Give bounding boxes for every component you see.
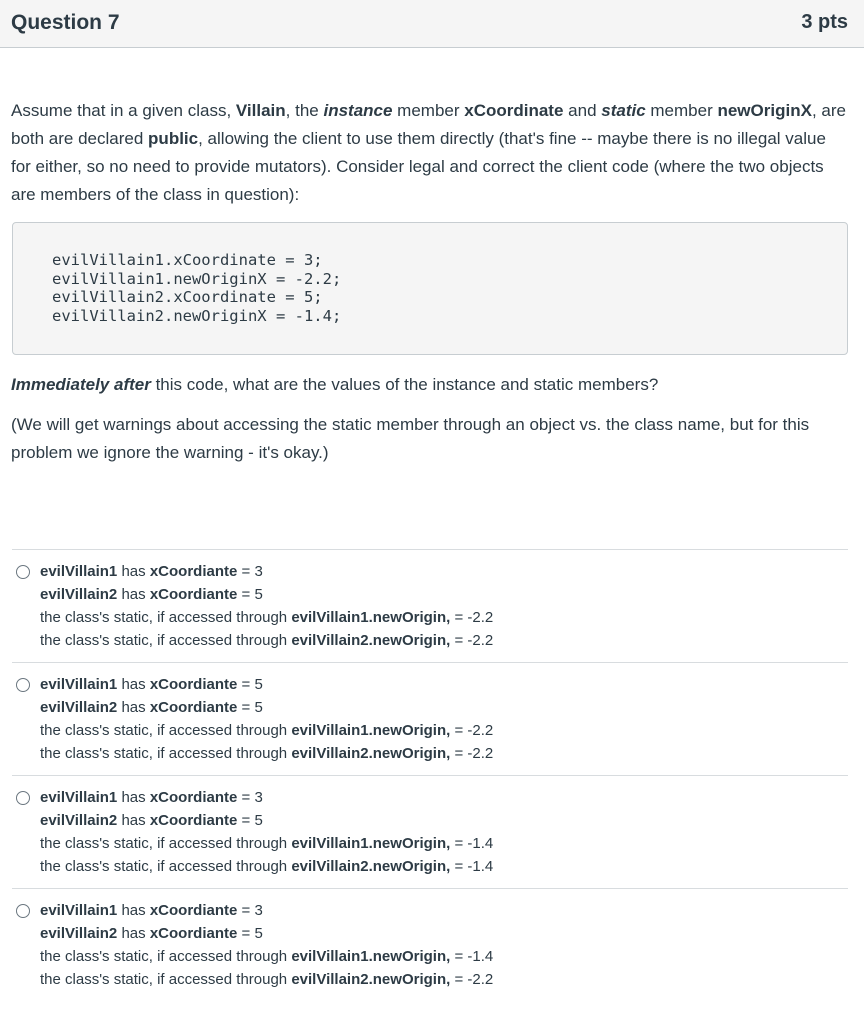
- answer-line-x1: evilVillain1 has xCoordiante = 3: [40, 902, 263, 919]
- code-text: evilVillain1.xCoordinate = 3; evilVillain1.newOriginX = -2.2; evilVillain2.xCoordinate = 5; evilVillain2.newOriginX = -1.4;: [52, 251, 342, 325]
- answer-line-x2: evilVillain2 has xCoordiante = 5: [40, 812, 263, 829]
- answer-line-static1: the class's static, if accessed through evilVillain1.newOrigin, = -2.2: [40, 609, 494, 626]
- question-prompt: Assume that in a given class, Villain, the instance member xCoordinate and static member newOriginX, are both are declared public, allowing the client to use them directly (that's fine -- maybe there is no illegal value for either, so no need to provide mutators). Consider legal and correct the client code (where the two objects are members of the class in question):: [11, 101, 846, 204]
- answer-line-static2: the class's static, if accessed through evilVillain2.newOrigin, = -1.4: [40, 858, 494, 875]
- answer-label: [40, 786, 493, 878]
- answer-line-static2: the class's static, if accessed through evilVillain2.newOrigin, = -2.2: [40, 971, 494, 988]
- answer-list: [12, 549, 848, 1001]
- question-text: Immediately after this code, what are the values of the instance and static members?: [11, 375, 659, 394]
- answer-label: [40, 899, 493, 991]
- radio-button[interactable]: [16, 904, 30, 918]
- answer-line-static1: the class's static, if accessed through evilVillain1.newOrigin, = -2.2: [40, 722, 494, 739]
- radio-button[interactable]: [16, 791, 30, 805]
- answer-option-4[interactable]: [12, 888, 848, 1001]
- answer-line-static2: the class's static, if accessed through evilVillain2.newOrigin, = -2.2: [40, 745, 494, 762]
- answer-line-static1: the class's static, if accessed through evilVillain1.newOrigin, = -1.4: [40, 948, 494, 965]
- answer-line-x2: evilVillain2 has xCoordiante = 5: [40, 586, 263, 603]
- question-title: Question 7: [11, 11, 120, 34]
- answer-label: [40, 560, 493, 652]
- radio-button[interactable]: [16, 565, 30, 579]
- answer-option-1[interactable]: [12, 549, 848, 662]
- answer-line-x1: evilVillain1 has xCoordiante = 5: [40, 676, 263, 693]
- class-name: Villain: [235, 101, 286, 120]
- question-points: 3 pts: [801, 11, 848, 33]
- answer-option-2[interactable]: [12, 662, 848, 775]
- answer-label: [40, 673, 493, 765]
- answer-option-3[interactable]: [12, 775, 848, 888]
- answer-line-x1: evilVillain1 has xCoordiante = 3: [40, 563, 263, 580]
- code-block: [12, 222, 848, 355]
- answer-line-x1: evilVillain1 has xCoordiante = 3: [40, 789, 263, 806]
- answer-line-x2: evilVillain2 has xCoordiante = 5: [40, 925, 263, 942]
- warning-note: (We will get warnings about accessing the static member through an object vs. the class name, but for this problem we ignore the warning - it's okay.): [11, 415, 810, 462]
- radio-button[interactable]: [16, 678, 30, 692]
- answer-line-static2: the class's static, if accessed through evilVillain2.newOrigin, = -2.2: [40, 632, 494, 649]
- answer-line-static1: the class's static, if accessed through evilVillain1.newOrigin, = -1.4: [40, 835, 494, 852]
- question-header: [0, 0, 864, 48]
- answer-line-x2: evilVillain2 has xCoordiante = 5: [40, 699, 263, 716]
